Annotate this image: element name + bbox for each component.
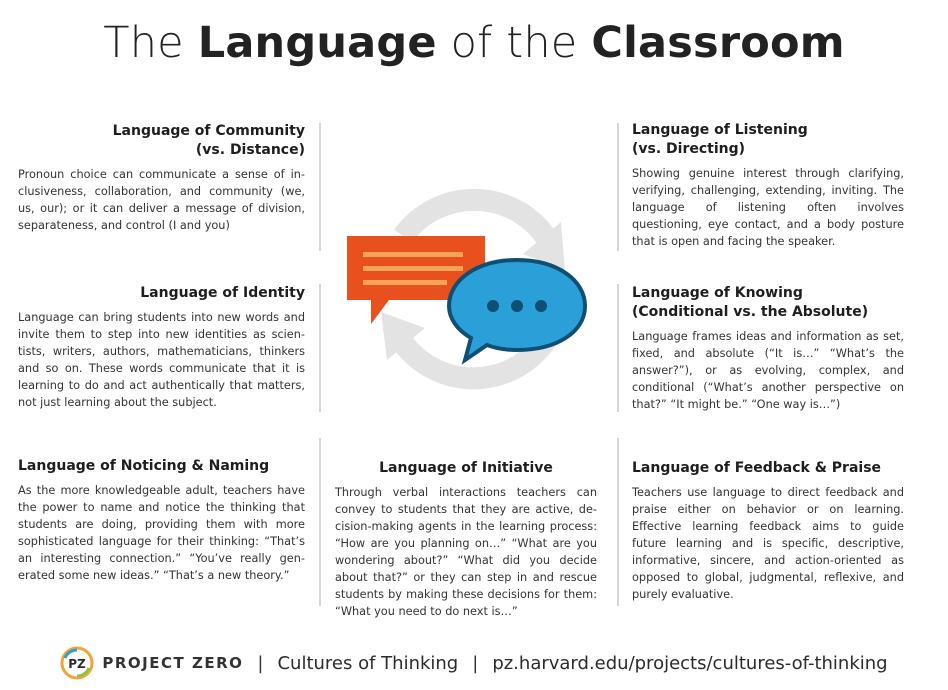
column-divider: [617, 284, 619, 412]
section-identity: [18, 284, 305, 411]
footer-url: pz.harvard.edu/projects/cultures-of-thinking: [492, 652, 888, 674]
section-body: Pronoun choice can communicate a sense of inclusiveness, collaboration, and community (we, us, our); or it can deliver a message of division, separateness, and control (I and you): [18, 168, 305, 232]
column-divider: [617, 123, 619, 251]
svg-text:PZ: PZ: [68, 657, 87, 671]
page-title: The Language of the Classroom: [103, 18, 845, 68]
column-divider: [319, 438, 321, 606]
section-heading: Language of Feedback & Praise: [632, 460, 882, 476]
section-body: Through verbal interactions teachers can convey to students that they are active, decision-making agents in the learning process: “How are you planning on…” “What are you wondering about?” “What did you decide about that?” or they can step in and rescue students by making these decisions for them: “What you need to do next is…”: [335, 486, 597, 618]
section-body: As the more knowledgeable adult, teachers have the power to name and notice the thinking that students are doing, providing them with more sophisticated language for their thinking: “That’s an interesting connection.” “You’ve really generated some new ideas.” “That’s a new theory.”: [18, 484, 305, 582]
section-heading: Language of Noticing & Naming: [18, 458, 270, 474]
section-noticing-naming: [18, 457, 305, 584]
section-body: Teachers use language to direct feedback and praise either on behavior or on learning. Effective learning feedback aims to guide future learning and is specific, descriptive, informative, sincere, and action-oriented as opposed to global, judgmental, reflexive, and purely evaluative.: [632, 486, 904, 601]
org-name: PROJECT ZERO: [102, 654, 244, 672]
section-heading: Language of Initiative: [379, 460, 553, 476]
speech-bubbles-cycle-icon: [333, 178, 613, 408]
footer-separator: |: [257, 652, 264, 674]
project-zero-logo-icon: [60, 646, 94, 680]
footer-separator: |: [472, 652, 479, 674]
section-listening: [632, 121, 904, 250]
blue-speech-bubble-icon: [449, 260, 585, 360]
section-heading: Language of Identity: [140, 285, 305, 301]
section-heading: Language of Listening (vs. Directing): [632, 122, 808, 157]
section-body: Language can bring students into new words and invite them to step into new identities as scientists, writers, authors, mathematicians, thinkers and so on. These words communicate that it is learning to do and act authentically that matters, not just learning about the subject.: [18, 311, 305, 409]
section-body: Showing genuine interest through clarifying, verifying, challenging, extending, inviting. The language of listening often involves questioning, eye contact, and a body posture that is open and facing the speaker.: [632, 167, 904, 248]
section-feedback-praise: [632, 459, 904, 603]
program-name: Cultures of Thinking: [277, 652, 459, 674]
column-divider: [319, 123, 321, 251]
section-heading: Language of Knowing (Conditional vs. the Absolute): [632, 285, 869, 320]
column-divider: [319, 284, 321, 412]
section-body: Language frames ideas and information as set, fixed, and absolute (“It is…” “What’s the answer?”), or as evolving, complex, and conditional (“What’s another perspective on that?” “It might be.” “One way is…”): [632, 330, 904, 411]
column-divider: [617, 438, 619, 606]
section-community: [18, 122, 305, 234]
footer: [0, 646, 948, 680]
section-heading: Language of Community (vs. Distance): [112, 123, 305, 158]
section-knowing: [632, 284, 904, 413]
section-initiative: [335, 459, 597, 620]
